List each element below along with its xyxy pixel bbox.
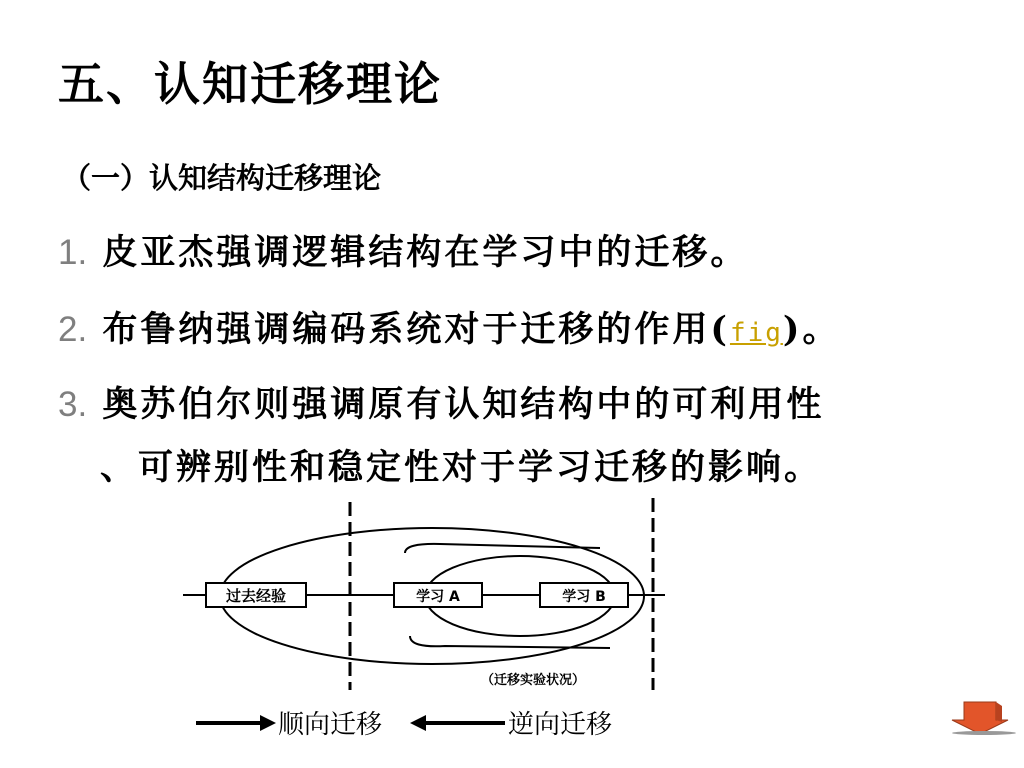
box-b-label: 学习 B bbox=[562, 589, 606, 605]
list-item-3-continued: 、可辨别性和稳定性对于学习迁移的影响。 bbox=[100, 447, 823, 488]
forward-arrow-head bbox=[260, 715, 276, 731]
box-a-label: 学习 A bbox=[416, 589, 460, 605]
item-text: 布鲁纳强调编码系统对于迁移的作用( bbox=[102, 309, 730, 350]
backward-label: 逆向迁移 bbox=[508, 710, 613, 740]
item-number: 2. bbox=[58, 310, 88, 349]
lower-arc bbox=[410, 636, 610, 648]
slide-title: 五、认知迁移理论 bbox=[58, 57, 442, 111]
item-number: 3. bbox=[58, 385, 88, 424]
backward-arrow-head bbox=[410, 715, 426, 731]
item-text: 皮亚杰强调逻辑结构在学习中的迁移。 bbox=[102, 232, 749, 273]
fig-link[interactable]: fig bbox=[729, 318, 783, 348]
diagram-caption: （迁移实验状况） bbox=[480, 673, 586, 688]
item-number: 1. bbox=[58, 233, 88, 272]
item-text-end: )。 bbox=[782, 309, 841, 350]
item-text: 奥苏伯尔则强调原有认知结构中的可利用性 bbox=[102, 384, 825, 425]
section-subtitle: （一）认知结构迁移理论 bbox=[62, 161, 382, 195]
down-arrow-icon[interactable] bbox=[944, 700, 1016, 736]
forward-label: 顺向迁移 bbox=[278, 710, 383, 740]
box-past-label: 过去经验 bbox=[225, 587, 287, 605]
